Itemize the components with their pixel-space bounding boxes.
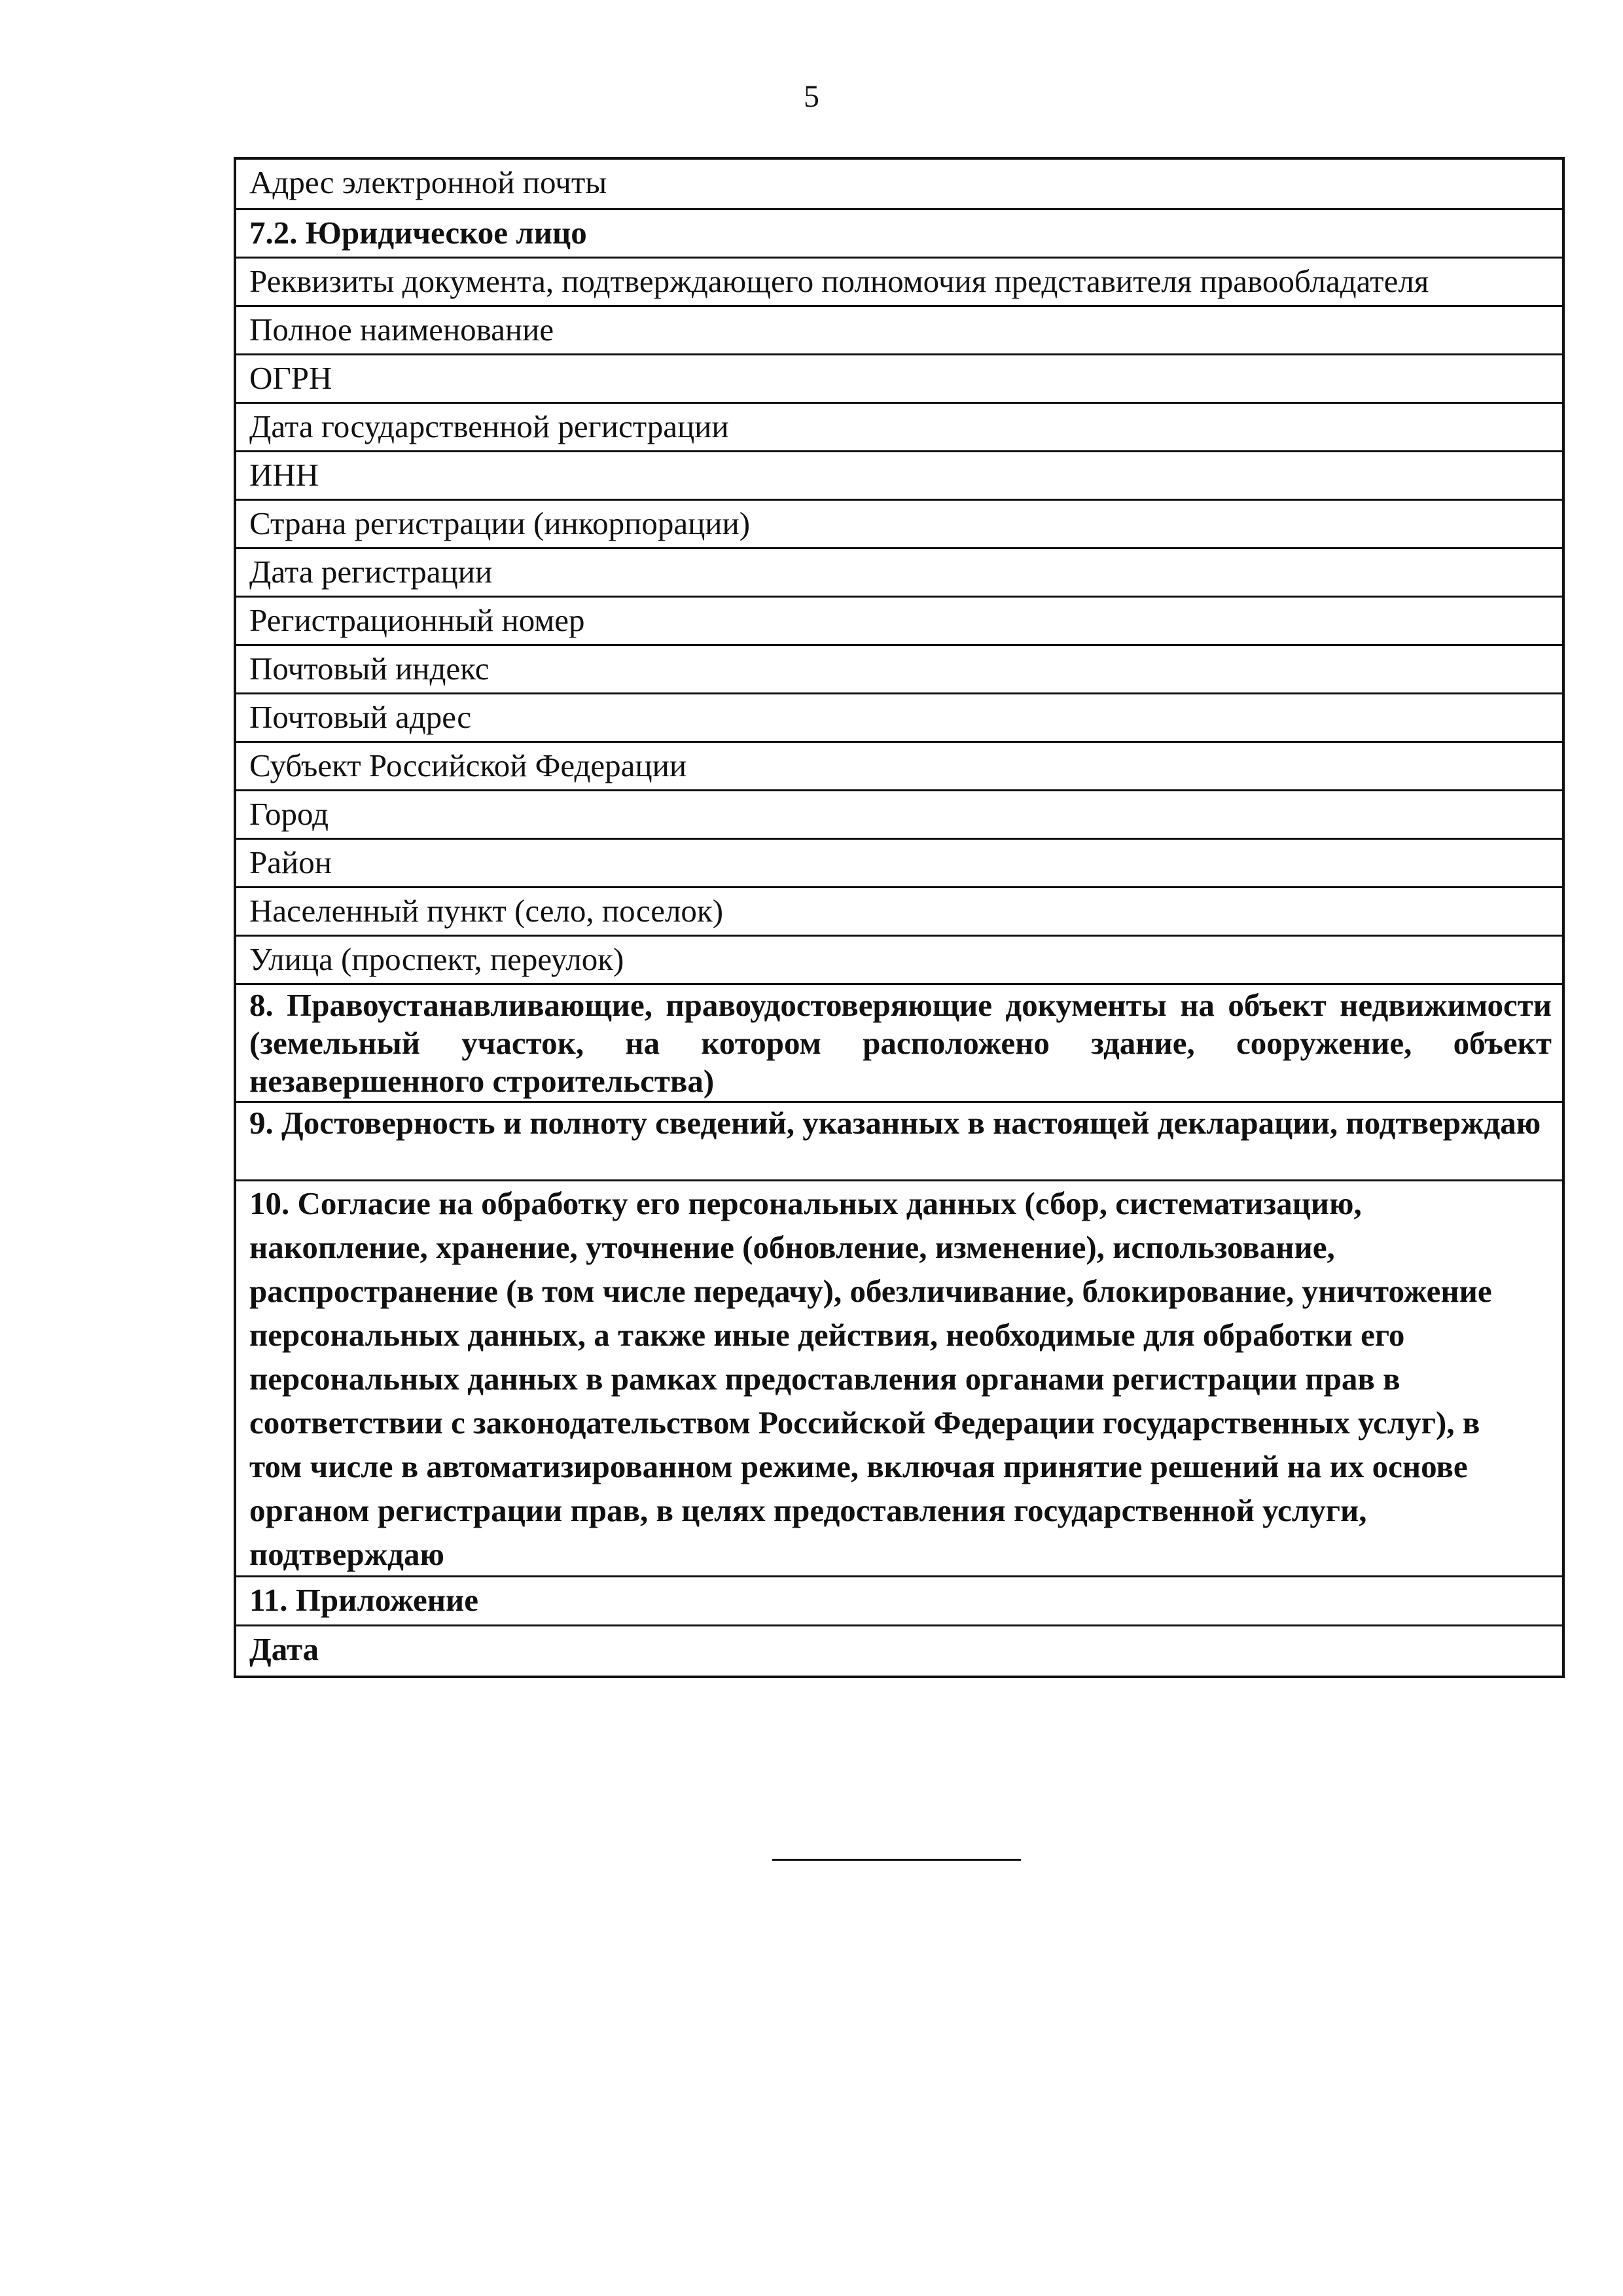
- section-10-personal-data-consent: [236, 1179, 1562, 1575]
- row-inn: ИНН: [236, 450, 1562, 499]
- consent-line: персональных данных в рамках предоставления органами регистрации прав в: [249, 1361, 1400, 1397]
- row-federal-subject: Субъект Российской Федерации: [236, 741, 1562, 789]
- declaration-form-table: [234, 157, 1565, 1678]
- row-representative-authority-document: Реквизиты документа, подтверждающего полномочия представителя правообладателя: [236, 257, 1562, 305]
- row-settlement: Населенный пункт (село, поселок): [236, 886, 1562, 935]
- row-district: Район: [236, 838, 1562, 886]
- row-registration-number: Регистрационный номер: [236, 596, 1562, 644]
- section-11-attachment: 11. Приложение: [236, 1575, 1562, 1624]
- consent-line: том числе в автоматизированном режиме, включая принятие решений на их основе: [249, 1448, 1468, 1484]
- row-postal-code: Почтовый индекс: [236, 644, 1562, 692]
- section-7-2-legal-entity: 7.2. Юридическое лицо: [236, 208, 1562, 257]
- section-9-accuracy-confirmation: 9. Достоверность и полноту сведений, указанных в настоящей декларации, подтверждаю: [236, 1101, 1562, 1179]
- consent-line: 10. Согласие на обработку его персональных данных (сбор, систематизацию,: [249, 1185, 1362, 1221]
- row-state-registration-date: Дата государственной регистрации: [236, 402, 1562, 450]
- consent-line: распространение (в том числе передачу), обезличивание, блокирование, уничтожение: [249, 1273, 1492, 1309]
- row-ogrn: ОГРН: [236, 353, 1562, 402]
- row-registration-country: Страна регистрации (инкорпорации): [236, 499, 1562, 547]
- row-full-name: Полное наименование: [236, 305, 1562, 353]
- row-street: Улица (проспект, переулок): [236, 935, 1562, 983]
- page-number: 5: [804, 79, 819, 114]
- section-8-title-documents: 8. Правоустанавливающие, правоудостоверяющие документы на объект недвижимости (земельный участок, на котором расположено здание, сооружение, объект незавершенного строительства): [236, 983, 1562, 1101]
- row-registration-date: Дата регистрации: [236, 547, 1562, 596]
- consent-line: соответствии с законодательством Российской Федерации государственных услуг), в: [249, 1405, 1480, 1441]
- consent-line: накопление, хранение, уточнение (обновление, изменение), использование,: [249, 1229, 1335, 1265]
- row-city: Город: [236, 789, 1562, 838]
- consent-line: органом регистрации прав, в целях предоставления государственной услуги,: [249, 1492, 1367, 1528]
- consent-line: персональных данных, а также иные действия, необходимые для обработки его: [249, 1317, 1405, 1353]
- row-date: Дата: [236, 1624, 1562, 1676]
- row-email-address: Адрес электронной почты: [249, 164, 607, 200]
- end-of-document-rule: [772, 1859, 1021, 1861]
- row-postal-address: Почтовый адрес: [236, 692, 1562, 741]
- consent-line: подтверждаю: [249, 1536, 444, 1572]
